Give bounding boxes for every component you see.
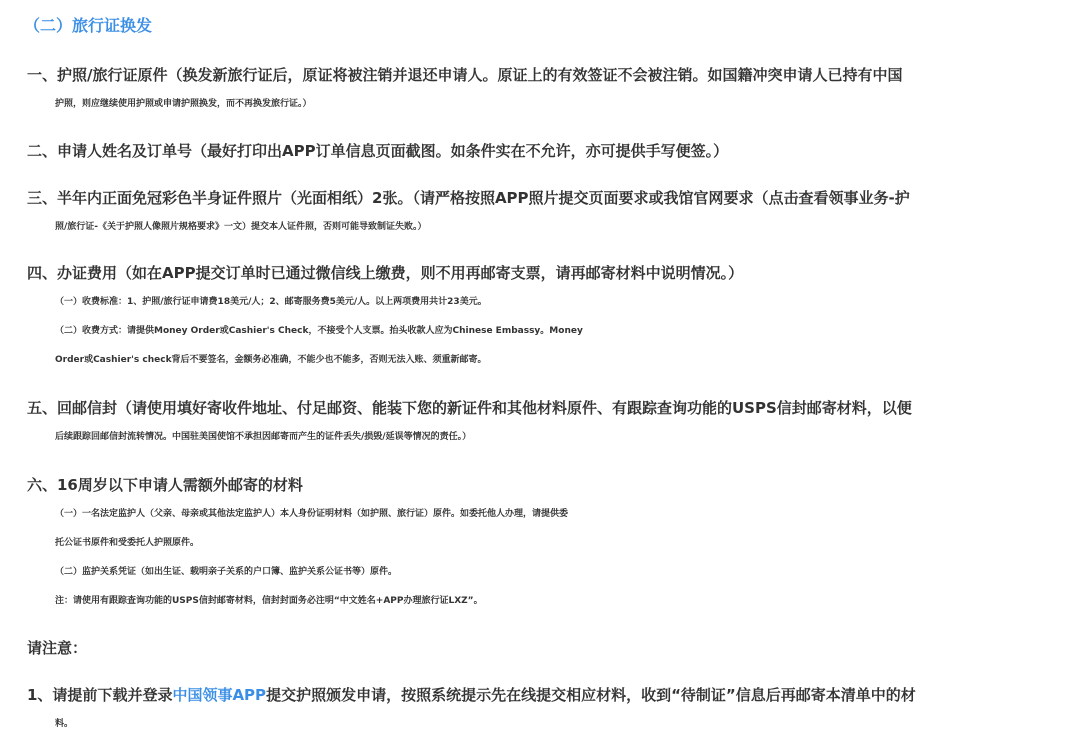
item-fees bbox=[27, 259, 1057, 375]
item-line: 护照，则应继续使用护照或申请护照换发，而不再换发旅行证。） bbox=[55, 99, 312, 109]
notice-line bbox=[27, 681, 1057, 710]
section-heading: （二）旅行证换发 bbox=[24, 16, 153, 35]
item-line: 三、半年内正面免冠彩色半身证件照片（光面相纸）2张。（请严格按照APP照片提交页面要求或我馆官网要求（点击查看领事业务-护 bbox=[27, 189, 910, 207]
item-line: （一）一名法定监护人（父亲、母亲或其他法定监护人）本人身份证明材料（如护照、旅行证）原件。如委托他人办理，请提供委 bbox=[55, 509, 569, 519]
item-line: 四、办证费用（如在APP提交订单时已通过微信线上缴费，则不用再邮寄支票，请再邮寄材料中说明情况。） bbox=[27, 264, 744, 282]
consular-app-link[interactable]: 中国领事APP bbox=[172, 686, 267, 704]
notice-prefix: 1、请提前下载并登录 bbox=[27, 686, 173, 704]
item-line: 六、16周岁以下申请人需额外邮寄的材料 bbox=[27, 476, 303, 494]
notice-line: 料。 bbox=[55, 719, 74, 729]
notice-suffix: 提交护照颁发申请，按照系统提示先在线提交相应材料，收到“待制证”信息后再邮寄本清单中的材 bbox=[266, 686, 916, 704]
item-line: （二）监护关系凭证（如出生证、载明亲子关系的户口簿、监护关系公证书等）原件。 bbox=[55, 567, 398, 577]
item-line: （二）收费方式：请提供Money Order或Cashier's Check，不接受个人支票。抬头收款人应为Chinese Embassy。Money bbox=[55, 326, 583, 336]
item-line: Order或Cashier's check背后不要签名，金额务必准确，不能少也不能多，否则无法入账、须重新邮寄。 bbox=[55, 355, 487, 365]
notice-title-text: 请注意： bbox=[27, 639, 88, 657]
item-line: 五、回邮信封（请使用填好寄收件地址、付足邮资、能装下您的新证件和其他材料原件、有跟踪查询功能的USPS信封邮寄材料，以便 bbox=[27, 399, 912, 417]
item-minor-materials bbox=[27, 471, 1057, 616]
notice-item-1 bbox=[27, 681, 1057, 739]
item-line: 一、护照/旅行证原件（换发新旅行证后，原证将被注销并退还申请人。原证上的有效签证不会被注销。如国籍冲突申请人已持有中国 bbox=[27, 66, 903, 84]
item-line: 照/旅行证-《关于护照人像照片规格要求》一文）提交本人证件照，否则可能导致制证失败。） bbox=[55, 222, 427, 232]
item-photos bbox=[27, 184, 1057, 242]
item-line: 后续跟踪回邮信封流转情况。中国驻美国使馆不承担因邮寄而产生的证件丢失/损毁/延误等情况的责任。） bbox=[55, 432, 472, 442]
item-applicant-name-order bbox=[27, 137, 1057, 166]
notice-title bbox=[27, 634, 1057, 663]
item-line: （一）收费标准：1、护照/旅行证申请费18美元/人；2、邮寄服务费5美元/人。以上两项费用共计23美元。 bbox=[55, 297, 487, 307]
item-return-envelope bbox=[27, 394, 1057, 452]
item-line: 二、申请人姓名及订单号（最好打印出APP订单信息页面截图。如条件实在不允许，亦可提供手写便签。） bbox=[27, 142, 729, 160]
item-passport-original bbox=[27, 61, 1057, 119]
item-line: 托公证书原件和受委托人护照原件。 bbox=[55, 538, 200, 548]
item-line: 注：请使用有跟踪查询功能的USPS信封邮寄材料，信封封面务必注明“中文姓名+APP办理旅行证LXZ”。 bbox=[55, 596, 483, 606]
